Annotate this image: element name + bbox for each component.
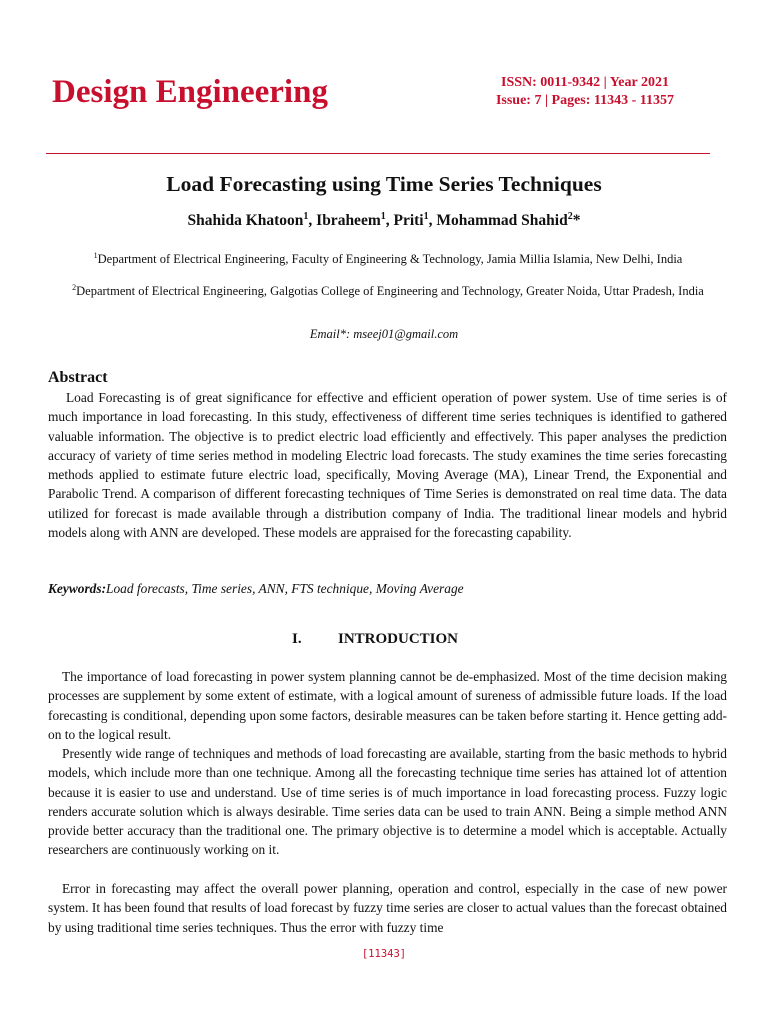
abstract-text: Load Forecasting is of great significance for effective and efficient operation of power system. Use of time series is of much importance in load forecasting. In this study, effectiveness of different time series techniques is identified to gathered valuable information. The objective is to predict electric load efficiently and effectively. This paper analyses the prediction accuracy of variety of time series method in modeling Electric load forecasts. The study examines the time series forecasting methods applied to estimate future electric load, specifically, Moving Average (MA), Linear Trend, the Exponential and Parabolic Trend. A comparison of different forecasting techniques of Time Series is demonstrated on real time data. The data utilized for forecast is made available through a distribution company of India. The traditional linear models and hybrid models along with ANN are developed. These models are appraised for the forecasting capability.	[48, 390, 727, 541]
affiliation-text: Department of Electrical Engineering, Galgotias College of Engineering and Technology, Greater Noida, Uttar Pradesh, India	[76, 284, 704, 299]
page-number: [11343]	[361, 948, 407, 960]
author-affil-mark: 1	[303, 211, 309, 222]
affiliation-1	[48, 248, 728, 267]
author-affil-mark: 1	[423, 211, 429, 222]
author-name: Ibraheem	[316, 212, 381, 230]
affiliation-2	[48, 280, 728, 299]
section-title: INTRODUCTION	[338, 631, 459, 647]
issn-line: ISSN: 0011-9342 | Year 2021	[501, 75, 669, 90]
header-divider	[46, 153, 710, 154]
intro-paragraph-1: The importance of load forecasting in power system planning cannot be de-emphasized. Most of the time decision making processes are supplement by some extent of estimate, with a logical amount of sureness of admissible future loads. If the load forecasting is conditional, depending upon some factors, desirable measures can be taken before starting it. Hence getting add-on to the logical result.	[48, 669, 727, 742]
author-list: Shahida Khatoon$^1$, Ibraheem$^1$, Priti$^1$, Mohammad Shahid$^2$*	[187, 211, 581, 230]
author-affil-mark: 2	[567, 211, 573, 222]
journal-name: Design Engineering	[52, 74, 328, 110]
affiliation-mark: 2	[72, 283, 77, 292]
issn-block	[470, 74, 700, 110]
affiliation-mark: 1	[93, 251, 98, 260]
author-name: Shahida Khatoon	[187, 212, 304, 230]
corresponding-email: Email*: mseej01@gmail.com	[309, 327, 459, 341]
keywords	[48, 581, 464, 597]
intro-paragraph-3: Error in forecasting may affect the overall power planning, operation and control, especially in the case of new power system. It has been found that results of load forecast by fuzzy time series are closer to actual values than the forecast obtained by using traditional time series techniques. Thus the error with fuzzy time	[48, 881, 727, 935]
corresponding-mark: *	[572, 212, 581, 230]
keywords-label: Keywords:	[48, 581, 107, 596]
author-name: Priti	[393, 212, 424, 230]
affiliation-text: Department of Electrical Engineering, Faculty of Engineering & Technology, Jamia Millia Islamia, New Delhi, India	[97, 252, 683, 267]
section-number: I.	[292, 631, 302, 647]
paper-title: Load Forecasting using Time Series Techniques	[166, 172, 602, 196]
intro-paragraph-2: Presently wide range of techniques and methods of load forecasting are available, starting from the basic methods to hybrid models, which include more than one technique. Among all the forecasting technique time series has attained lot of attention because it is easier to use and understand. Use of time series is of much importance in load forecasting process. Fuzzy logic renders accurate solution which is always desirable. Time series data can be used to train ANN. Being a simple method ANN provide better accuracy than the traditional one. The primary objective is to determine a model which is acceptable. Actually researchers are continuously working on it.	[48, 746, 727, 858]
keywords-text: Load forecasts, Time series, ANN, FTS technique, Moving Average	[106, 581, 464, 596]
author-name: Mohammad Shahid	[436, 212, 568, 230]
issue-line: Issue: 7 | Pages: 11343 - 11357	[495, 93, 675, 108]
abstract-heading: Abstract	[48, 369, 108, 386]
author-affil-mark: 1	[380, 211, 386, 222]
section-heading-introduction	[292, 631, 458, 648]
